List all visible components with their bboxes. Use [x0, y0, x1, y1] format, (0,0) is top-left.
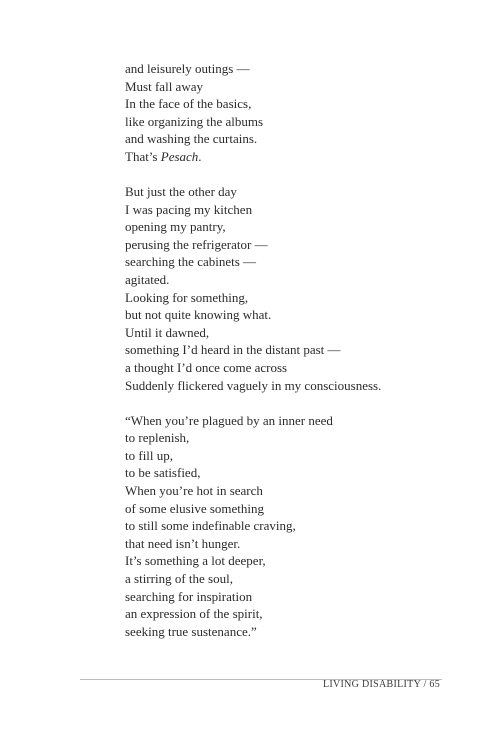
poem-line: to replenish,	[125, 430, 190, 446]
poem-line: searching for inspiration	[125, 588, 253, 604]
poem-line: that need isn’t hunger.	[125, 535, 241, 551]
stanza-1	[125, 60, 465, 166]
line-prefix: That’s	[125, 148, 161, 164]
poem-line: something I’d heard in the distant past —	[125, 342, 341, 358]
poem-line: Looking for something,	[125, 289, 249, 305]
poem-line: to fill up,	[125, 447, 174, 463]
poem-line: searching the cabinets —	[125, 254, 257, 270]
poem-line: to be satisfied,	[125, 465, 201, 481]
poem-line: Until it dawned,	[125, 324, 210, 340]
poem-line: an expression of the spirit,	[125, 606, 263, 622]
poem-line: I was pacing my kitchen	[125, 201, 253, 217]
poem-line: Suddenly flickered vaguely in my consciousness.	[125, 377, 382, 393]
poem-line: It’s something a lot deeper,	[125, 553, 266, 569]
poem-line: to still some indefinable craving,	[125, 518, 296, 534]
poem-body	[125, 60, 465, 640]
poem-line: agitated.	[125, 272, 170, 288]
poem-line: perusing the refrigerator —	[125, 236, 268, 252]
poem-line: a stirring of the soul,	[125, 571, 233, 587]
running-footer: LIVING DISABILITY / 65	[322, 679, 440, 690]
italic-term: Pesach	[160, 148, 199, 164]
poem-line: opening my pantry,	[125, 219, 226, 235]
poem-line: In the face of the basics,	[125, 96, 252, 112]
poem-line: of some elusive something	[125, 500, 265, 516]
poem-line: and washing the curtains.	[125, 131, 258, 147]
poem-line	[125, 148, 465, 166]
poem-line: Must fall away	[125, 78, 203, 94]
poem-line: and leisurely outings —	[125, 61, 250, 76]
line-suffix: .	[198, 148, 202, 164]
poem-line: But just the other day	[125, 184, 237, 200]
poem-line: When you’re hot in search	[125, 483, 263, 499]
poem-line: seeking true sustenance.”	[125, 623, 257, 639]
stanza-2	[125, 183, 465, 394]
poem-line: a thought I’d once come across	[125, 360, 288, 375]
poem-line: like organizing the albums	[125, 113, 264, 129]
stanza-3	[125, 412, 465, 641]
poem-line: “When you’re plagued by an inner need	[125, 412, 333, 428]
poem-line: but not quite knowing what.	[125, 307, 272, 323]
